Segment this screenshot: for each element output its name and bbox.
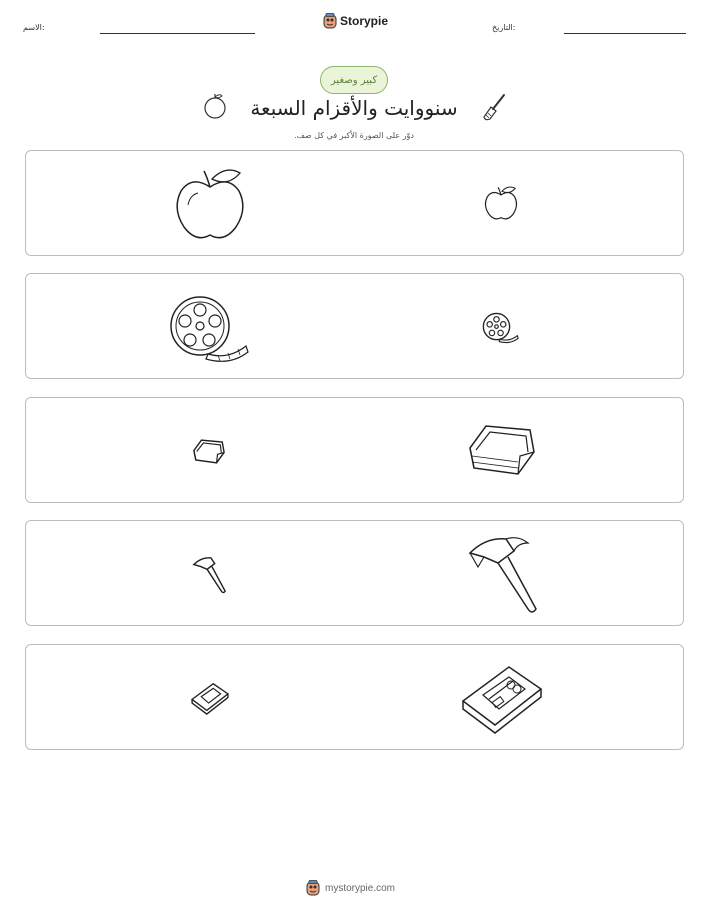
large-film-reel-icon[interactable] bbox=[168, 292, 252, 364]
row-film-reel bbox=[25, 273, 684, 379]
storypie-logo bbox=[323, 13, 388, 29]
small-mousetrap-icon[interactable] bbox=[190, 681, 230, 715]
page-title: سنووايت والأقزام السبعة bbox=[250, 96, 458, 120]
small-hammer-icon[interactable] bbox=[190, 555, 228, 595]
large-hammer-icon[interactable] bbox=[462, 533, 542, 617]
apple-icon bbox=[203, 92, 227, 120]
storypie-mascot-icon bbox=[306, 880, 320, 896]
row-coffin bbox=[25, 397, 684, 503]
footer-site-link[interactable]: mystorypie.com bbox=[325, 882, 396, 894]
row-mousetrap bbox=[25, 644, 684, 750]
small-film-reel-icon[interactable] bbox=[482, 311, 520, 344]
large-coffin-icon[interactable] bbox=[466, 418, 538, 480]
storypie-mascot-icon bbox=[323, 13, 337, 29]
instructions: دوّر على الصورة الأكبر في كل صف. bbox=[294, 131, 414, 140]
row-apple bbox=[25, 150, 684, 256]
name-line[interactable] bbox=[100, 33, 255, 34]
date-label: التاريخ: bbox=[492, 23, 516, 32]
large-mousetrap-icon[interactable] bbox=[459, 661, 545, 735]
brush-icon bbox=[480, 92, 508, 122]
footer bbox=[306, 880, 395, 896]
name-label: الاسم: bbox=[23, 23, 45, 32]
date-line[interactable] bbox=[564, 33, 686, 34]
small-apple-icon[interactable] bbox=[484, 184, 518, 222]
row-hammer bbox=[25, 520, 684, 626]
small-coffin-icon[interactable] bbox=[192, 436, 226, 466]
large-apple-icon[interactable] bbox=[174, 165, 246, 243]
brand-name: Storypie bbox=[340, 14, 389, 28]
category-badge: كبير وصغير bbox=[320, 66, 388, 94]
